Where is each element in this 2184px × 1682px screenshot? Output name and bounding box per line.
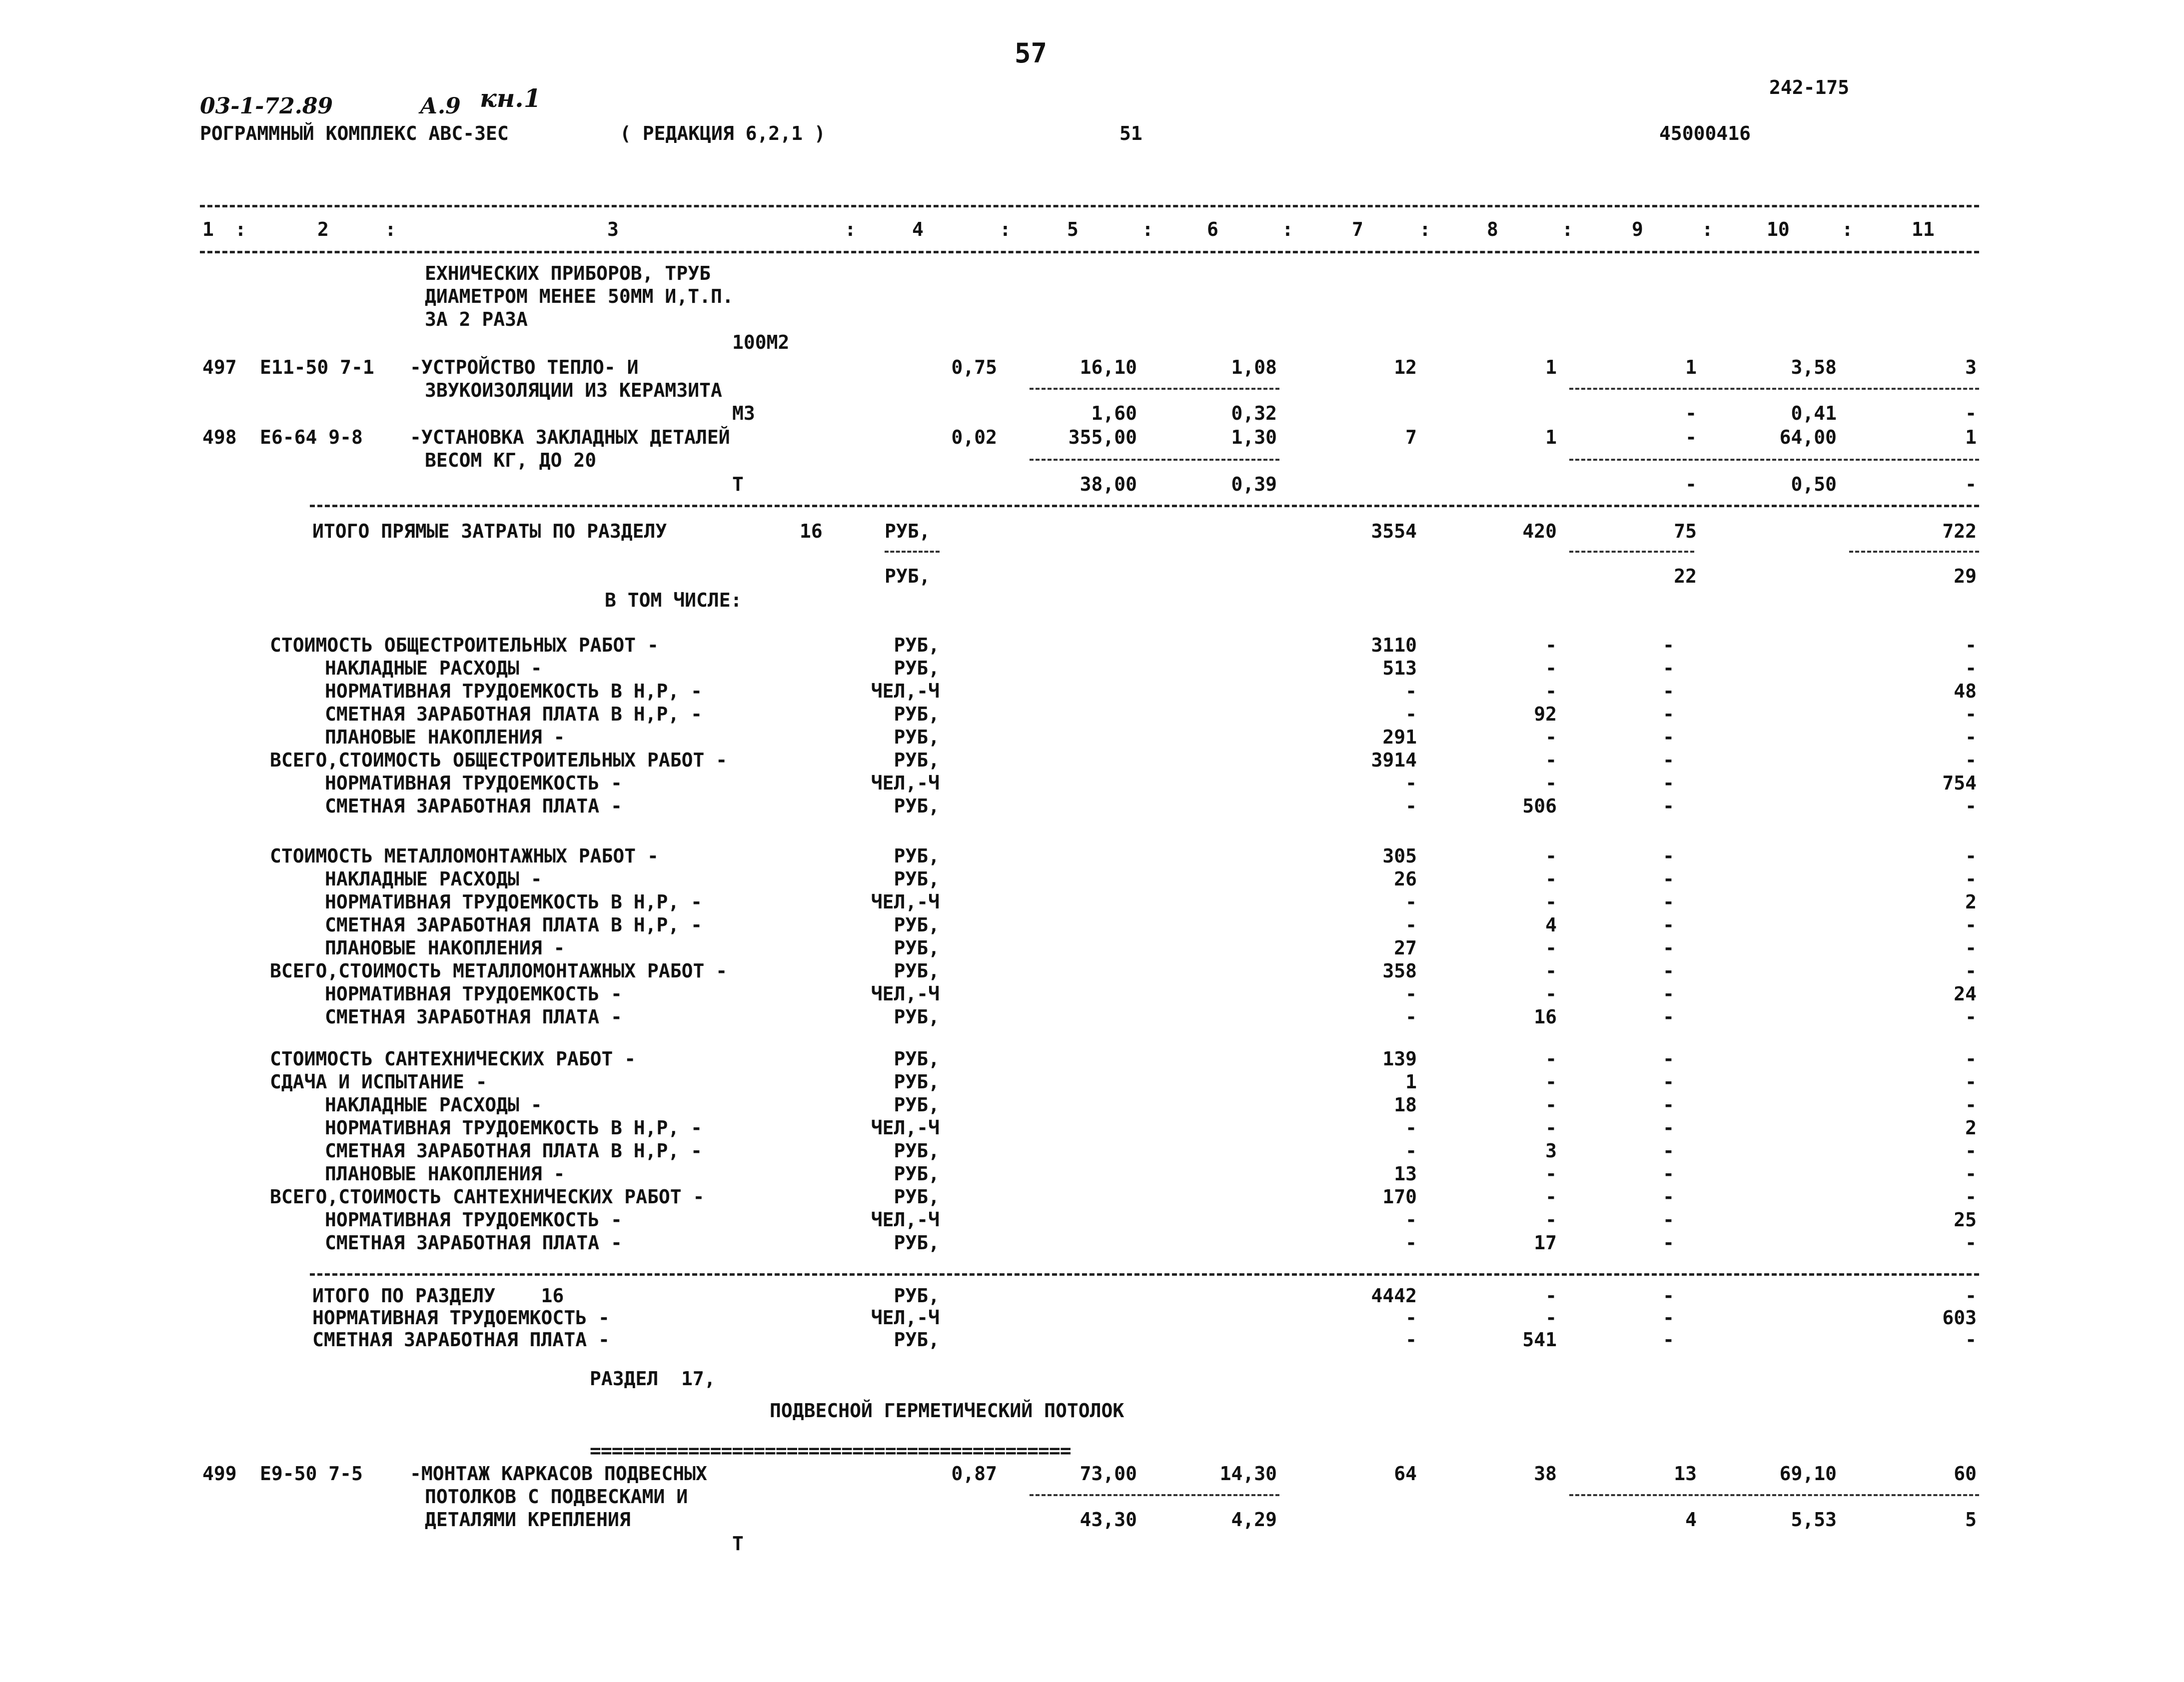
cell: 0,41 xyxy=(1791,402,1837,424)
cell: - xyxy=(1965,473,1977,495)
summary-unit: ЧЕЛ,-Ч xyxy=(871,983,940,1005)
summary-cell-7: 27 xyxy=(1394,937,1417,959)
row-name: ДЕТАЛЯМИ КРЕПЛЕНИЯ xyxy=(425,1509,631,1531)
summary-cell-8: - xyxy=(1545,726,1557,748)
summary-unit: РУБ, xyxy=(894,914,940,936)
summary-cell-7: - xyxy=(1405,1329,1417,1351)
summary-cell-9: - xyxy=(1663,1186,1674,1208)
summary-unit: ЧЕЛ,-Ч xyxy=(871,772,940,794)
project-number: 242-175 xyxy=(1769,76,1850,98)
summary-cell-9: - xyxy=(1663,937,1674,959)
section-number: 16 xyxy=(800,520,823,542)
cell: 420 xyxy=(1522,520,1557,542)
summary-cell-11: 24 xyxy=(1954,983,1977,1005)
summary-unit: РУБ, xyxy=(894,657,940,679)
cell: 3554 xyxy=(1371,520,1417,542)
summary-cell-7: 13 xyxy=(1394,1163,1417,1185)
summary-cell-8: - xyxy=(1545,1048,1557,1070)
cell: 22 xyxy=(1674,565,1697,587)
summary-label: НОРМАТИВНАЯ ТРУДОЕМКОСТЬ - xyxy=(312,1307,610,1329)
col-header: 10 xyxy=(1767,218,1790,240)
cell: 0,50 xyxy=(1791,473,1837,495)
summary-label: СМЕТНАЯ ЗАРАБОТНАЯ ПЛАТА - xyxy=(325,795,622,817)
continuation-unit: 100М2 xyxy=(732,331,790,353)
summary-cell-9: - xyxy=(1663,1140,1674,1162)
cell: 12 xyxy=(1394,356,1417,378)
summary-unit: ЧЕЛ,-Ч xyxy=(871,1117,940,1139)
summary-cell-7: - xyxy=(1405,680,1417,702)
summary-cell-7: - xyxy=(1405,983,1417,1005)
col-header: 3 xyxy=(607,218,619,240)
summary-cell-8: - xyxy=(1545,772,1557,794)
col-header: 2 xyxy=(317,218,329,240)
cell: 1,08 xyxy=(1231,356,1277,378)
row-code: Е6-64 9-8 xyxy=(260,426,363,448)
summary-unit: РУБ, xyxy=(894,1329,940,1351)
summary-cell-8: - xyxy=(1545,891,1557,913)
summary-cell-11: 2 xyxy=(1965,1117,1977,1139)
cell: 1,30 xyxy=(1231,426,1277,448)
cell: - xyxy=(1685,426,1697,448)
edition-label: ( РЕДАКЦИЯ 6,2,1 ) xyxy=(620,122,826,144)
summary-cell-11: - xyxy=(1965,1048,1977,1070)
cell: 0,02 xyxy=(951,426,997,448)
summary-cell-11: - xyxy=(1965,1163,1977,1185)
summary-label: НАКЛАДНЫЕ РАСХОДЫ - xyxy=(325,1094,542,1116)
summary-cell-11: 48 xyxy=(1954,680,1977,702)
cell: 1 xyxy=(1545,426,1557,448)
summary-cell-7: - xyxy=(1405,703,1417,725)
unit: РУБ, xyxy=(885,565,931,587)
col-header: 4 xyxy=(912,218,924,240)
summary-cell-8: 16 xyxy=(1534,1006,1557,1028)
summary-cell-11: - xyxy=(1965,1186,1977,1208)
summary-cell-8: 3 xyxy=(1545,1140,1557,1162)
summary-cell-11: - xyxy=(1965,1094,1977,1116)
summary-unit: РУБ, xyxy=(894,1048,940,1070)
summary-cell-9: - xyxy=(1663,983,1674,1005)
summary-cell-9: - xyxy=(1663,1071,1674,1093)
summary-unit: РУБ, xyxy=(894,703,940,725)
summary-label: ПЛАНОВЫЕ НАКОПЛЕНИЯ - xyxy=(325,937,565,959)
code-number: 45000416 xyxy=(1659,122,1751,144)
summary-cell-9: - xyxy=(1663,960,1674,982)
col-header: 8 xyxy=(1487,218,1498,240)
col-header: 6 xyxy=(1207,218,1218,240)
summary-cell-11: - xyxy=(1965,868,1977,890)
summary-label: НАКЛАДНЫЕ РАСХОДЫ - xyxy=(325,657,542,679)
section-rule xyxy=(310,505,1979,507)
sheet-number: 51 xyxy=(1119,122,1142,144)
table-header-rule xyxy=(200,251,1979,253)
summary-cell-9: - xyxy=(1663,795,1674,817)
cell: 64 xyxy=(1394,1463,1417,1485)
summary-label: СТОИМОСТЬ САНТЕХНИЧЕСКИХ РАБОТ - xyxy=(270,1048,636,1070)
summary-cell-9: - xyxy=(1663,726,1674,748)
summary-cell-9: - xyxy=(1663,845,1674,867)
row-name: -УСТРОЙСТВО ТЕПЛО- И xyxy=(410,356,639,378)
summary-unit: РУБ, xyxy=(894,1094,940,1116)
summary-cell-9: - xyxy=(1663,1329,1674,1351)
summary-cell-8: - xyxy=(1545,960,1557,982)
summary-cell-11: - xyxy=(1965,749,1977,771)
summary-cell-11: - xyxy=(1965,634,1977,656)
cell: 0,75 xyxy=(951,356,997,378)
cell: 7 xyxy=(1405,426,1417,448)
summary-cell-11: 25 xyxy=(1954,1209,1977,1231)
summary-cell-9: - xyxy=(1663,1209,1674,1231)
unit: РУБ, xyxy=(885,520,931,542)
summary-cell-9: - xyxy=(1663,657,1674,679)
summary-cell-9: - xyxy=(1663,749,1674,771)
summary-cell-8: - xyxy=(1545,1117,1557,1139)
summary-cell-11: - xyxy=(1965,1071,1977,1093)
row-code: Е11-50 7-1 xyxy=(260,356,374,378)
summary-cell-8: - xyxy=(1545,1163,1557,1185)
summary-label: ИТОГО ПО РАЗДЕЛУ 16 xyxy=(312,1285,564,1307)
summary-cell-9: - xyxy=(1663,1094,1674,1116)
book-label: кн.1 xyxy=(480,83,541,113)
row-unit: Т xyxy=(732,473,744,495)
summary-cell-11: - xyxy=(1965,914,1977,936)
row-name: ВЕСОМ КГ, ДО 20 xyxy=(425,449,597,471)
summary-cell-8: - xyxy=(1545,657,1557,679)
summary-cell-9: - xyxy=(1663,1285,1674,1307)
row-name: ЗВУКОИЗОЛЯЦИИ ИЗ КЕРАМЗИТА xyxy=(425,379,722,401)
summary-cell-8: - xyxy=(1545,983,1557,1005)
cell: 13 xyxy=(1674,1463,1697,1485)
col-header: 11 xyxy=(1912,218,1935,240)
cell: 0,87 xyxy=(951,1463,997,1485)
summary-cell-9: - xyxy=(1663,868,1674,890)
summary-cell-9: - xyxy=(1663,680,1674,702)
summary-cell-7: - xyxy=(1405,1006,1417,1028)
col-header: 7 xyxy=(1352,218,1363,240)
cell: 722 xyxy=(1942,520,1977,542)
summary-cell-9: - xyxy=(1663,891,1674,913)
album-label: А.9 xyxy=(420,93,461,119)
summary-cell-9: - xyxy=(1663,634,1674,656)
row-number: 499 xyxy=(202,1463,237,1485)
summary-unit: ЧЕЛ,-Ч xyxy=(871,1307,940,1329)
summary-cell-11: - xyxy=(1965,845,1977,867)
summary-label: ВСЕГО,СТОИМОСТЬ ОБЩЕСТРОИТЕЛЬНЫХ РАБОТ - xyxy=(270,749,728,771)
summary-cell-8: 17 xyxy=(1534,1232,1557,1254)
summary-unit: РУБ, xyxy=(894,960,940,982)
summary-label: НОРМАТИВНАЯ ТРУДОЕМКОСТЬ В Н,Р, - xyxy=(325,680,702,702)
summary-cell-8: - xyxy=(1545,1307,1557,1329)
summary-label: НОРМАТИВНАЯ ТРУДОЕМКОСТЬ - xyxy=(325,983,622,1005)
section-title-rule: ============================================ xyxy=(590,1440,1071,1462)
cell: - xyxy=(1685,473,1697,495)
summary-label: СМЕТНАЯ ЗАРАБОТНАЯ ПЛАТА В Н,Р, - xyxy=(325,703,702,725)
summary-unit: РУБ, xyxy=(894,795,940,817)
section-title: ПОДВЕСНОЙ ГЕРМЕТИЧЕСКИЙ ПОТОЛОК xyxy=(770,1400,1124,1422)
summary-label: ПЛАНОВЫЕ НАКОПЛЕНИЯ - xyxy=(325,726,565,748)
summary-cell-8: - xyxy=(1545,1209,1557,1231)
summary-label: ВСЕГО,СТОИМОСТЬ САНТЕХНИЧЕСКИХ РАБОТ - xyxy=(270,1186,705,1208)
summary-unit: РУБ, xyxy=(894,1006,940,1028)
summary-cell-8: 506 xyxy=(1522,795,1557,817)
summary-cell-7: - xyxy=(1405,891,1417,913)
cell: 29 xyxy=(1954,565,1977,587)
summary-cell-11: 603 xyxy=(1942,1307,1977,1329)
summary-cell-11: 754 xyxy=(1942,772,1977,794)
summary-unit: РУБ, xyxy=(894,845,940,867)
continuation-line: ЕХНИЧЕСКИХ ПРИБОРОВ, ТРУБ xyxy=(425,262,711,284)
summary-cell-8: 92 xyxy=(1534,703,1557,725)
continuation-line: ДИАМЕТРОМ МЕНЕЕ 50ММ И,Т.П. xyxy=(425,285,734,307)
cell: 69,10 xyxy=(1779,1463,1837,1485)
summary-cell-9: - xyxy=(1663,772,1674,794)
cell: 3 xyxy=(1965,356,1977,378)
summary-unit: РУБ, xyxy=(894,1071,940,1093)
summary-label: СМЕТНАЯ ЗАРАБОТНАЯ ПЛАТА В Н,Р, - xyxy=(325,1140,702,1162)
row-code: Е9-50 7-5 xyxy=(260,1463,363,1485)
summary-cell-9: - xyxy=(1663,1163,1674,1185)
cell: 75 xyxy=(1674,520,1697,542)
summary-unit: РУБ, xyxy=(894,634,940,656)
summary-cell-8: - xyxy=(1545,749,1557,771)
row-number: 498 xyxy=(202,426,237,448)
total-label: ИТОГО ПРЯМЫЕ ЗАТРАТЫ ПО РАЗДЕЛУ xyxy=(312,520,667,542)
summary-label: НОРМАТИВНАЯ ТРУДОЕМКОСТЬ - xyxy=(325,772,622,794)
doc-code: 03-1-72.89 xyxy=(200,93,333,119)
summary-cell-8: - xyxy=(1545,868,1557,890)
cell: 1 xyxy=(1965,426,1977,448)
summary-cell-9: - xyxy=(1663,703,1674,725)
cell: 5,53 xyxy=(1791,1509,1837,1531)
summary-unit: РУБ, xyxy=(894,937,940,959)
table-top-rule xyxy=(200,205,1979,207)
summary-cell-11: - xyxy=(1965,1329,1977,1351)
summary-cell-8: - xyxy=(1545,680,1557,702)
summary-cell-7: 3110 xyxy=(1371,634,1417,656)
summary-unit: ЧЕЛ,-Ч xyxy=(871,680,940,702)
row-name: -УСТАНОВКА ЗАКЛАДНЫХ ДЕТАЛЕЙ xyxy=(410,426,730,448)
cell: 5 xyxy=(1965,1509,1977,1531)
cell: 1 xyxy=(1685,356,1697,378)
cell: 43,30 xyxy=(1080,1509,1137,1531)
summary-cell-9: - xyxy=(1663,1117,1674,1139)
summary-unit: РУБ, xyxy=(894,749,940,771)
summary-cell-11: 2 xyxy=(1965,891,1977,913)
cell: 0,39 xyxy=(1231,473,1277,495)
summary-label: СТОИМОСТЬ МЕТАЛЛОМОНТАЖНЫХ РАБОТ - xyxy=(270,845,659,867)
summary-cell-7: - xyxy=(1405,795,1417,817)
summary-unit: РУБ, xyxy=(894,726,940,748)
summary-cell-7: - xyxy=(1405,1140,1417,1162)
summary-label: СМЕТНАЯ ЗАРАБОТНАЯ ПЛАТА - xyxy=(325,1006,622,1028)
summary-cell-9: - xyxy=(1663,1006,1674,1028)
summary-cell-7: - xyxy=(1405,914,1417,936)
cell: 355,00 xyxy=(1068,426,1137,448)
summary-unit: РУБ, xyxy=(894,1186,940,1208)
summary-cell-9: - xyxy=(1663,1048,1674,1070)
continuation-line: ЗА 2 РАЗА xyxy=(425,308,528,330)
summary-cell-8: - xyxy=(1545,937,1557,959)
summary-cell-7: 26 xyxy=(1394,868,1417,890)
summary-cell-8: 541 xyxy=(1522,1329,1557,1351)
summary-unit: ЧЕЛ,-Ч xyxy=(871,1209,940,1231)
row-unit: Т xyxy=(732,1533,744,1555)
cell: 16,10 xyxy=(1080,356,1137,378)
summary-label: СМЕТНАЯ ЗАРАБОТНАЯ ПЛАТА В Н,Р, - xyxy=(325,914,702,936)
row-unit: М3 xyxy=(732,402,755,424)
summary-cell-9: - xyxy=(1663,914,1674,936)
cell: 3,58 xyxy=(1791,356,1837,378)
summary-cell-7: 358 xyxy=(1382,960,1417,982)
summary-cell-7: 291 xyxy=(1382,726,1417,748)
section-label: РАЗДЕЛ 17, xyxy=(590,1368,716,1390)
cell: 4,29 xyxy=(1231,1509,1277,1531)
summary-unit: РУБ, xyxy=(894,1140,940,1162)
summary-label: ПЛАНОВЫЕ НАКОПЛЕНИЯ - xyxy=(325,1163,565,1185)
cell: - xyxy=(1685,402,1697,424)
cell: - xyxy=(1965,402,1977,424)
summary-cell-8: - xyxy=(1545,1071,1557,1093)
summary-cell-7: 4442 xyxy=(1371,1285,1417,1307)
summary-cell-11: - xyxy=(1965,657,1977,679)
summary-cell-8: - xyxy=(1545,1094,1557,1116)
summary-cell-9: - xyxy=(1663,1307,1674,1329)
summary-label: СМЕТНАЯ ЗАРАБОТНАЯ ПЛАТА - xyxy=(325,1232,622,1254)
summary-label: ВСЕГО,СТОИМОСТЬ МЕТАЛЛОМОНТАЖНЫХ РАБОТ - xyxy=(270,960,728,982)
summary-cell-7: - xyxy=(1405,1117,1417,1139)
summary-cell-7: - xyxy=(1405,772,1417,794)
summary-cell-7: 1 xyxy=(1405,1071,1417,1093)
summary-cell-11: - xyxy=(1965,703,1977,725)
col-header: 5 xyxy=(1067,218,1079,240)
col-header: 9 xyxy=(1632,218,1643,240)
summary-cell-11: - xyxy=(1965,1140,1977,1162)
summary-unit: РУБ, xyxy=(894,1163,940,1185)
summary-cell-11: - xyxy=(1965,1285,1977,1307)
cell: 73,00 xyxy=(1080,1463,1137,1485)
col-header: 1 xyxy=(202,218,214,240)
summary-cell-7: - xyxy=(1405,1232,1417,1254)
summary-label: СТОИМОСТЬ ОБЩЕСТРОИТЕЛЬНЫХ РАБОТ - xyxy=(270,634,659,656)
summary-cell-7: - xyxy=(1405,1209,1417,1231)
summary-unit: РУБ, xyxy=(894,868,940,890)
summary-cell-7: 513 xyxy=(1382,657,1417,679)
summary-label: СДАЧА И ИСПЫТАНИЕ - xyxy=(270,1071,487,1093)
summary-label: НОРМАТИВНАЯ ТРУДОЕМКОСТЬ - xyxy=(325,1209,622,1231)
summary-cell-8: - xyxy=(1545,1186,1557,1208)
cell: 60 xyxy=(1954,1463,1977,1485)
summary-cell-11: - xyxy=(1965,1006,1977,1028)
summary-label: НАКЛАДНЫЕ РАСХОДЫ - xyxy=(325,868,542,890)
summary-cell-7: 170 xyxy=(1382,1186,1417,1208)
cell: 1 xyxy=(1545,356,1557,378)
page-number: 57 xyxy=(1015,37,1048,69)
summary-cell-7: 18 xyxy=(1394,1094,1417,1116)
cell: 4 xyxy=(1685,1509,1697,1531)
summary-cell-8: - xyxy=(1545,845,1557,867)
summary-cell-7: 3914 xyxy=(1371,749,1417,771)
summary-cell-11: - xyxy=(1965,1232,1977,1254)
summary-cell-7: 139 xyxy=(1382,1048,1417,1070)
section-total-rule xyxy=(310,1273,1979,1276)
summary-cell-7: 305 xyxy=(1382,845,1417,867)
summary-cell-11: - xyxy=(1965,960,1977,982)
summary-cell-7: - xyxy=(1405,1307,1417,1329)
summary-cell-9: - xyxy=(1663,1232,1674,1254)
summary-label: НОРМАТИВНАЯ ТРУДОЕМКОСТЬ В Н,Р, - xyxy=(325,891,702,913)
summary-cell-8: 4 xyxy=(1545,914,1557,936)
summary-cell-8: - xyxy=(1545,634,1557,656)
row-number: 497 xyxy=(202,356,237,378)
summary-cell-8: - xyxy=(1545,1285,1557,1307)
summary-unit: РУБ, xyxy=(894,1232,940,1254)
program-line: РОГРАММНЫЙ КОМПЛЕКС АВС-ЗЕС xyxy=(200,122,509,144)
summary-label: НОРМАТИВНАЯ ТРУДОЕМКОСТЬ В Н,Р, - xyxy=(325,1117,702,1139)
summary-cell-11: - xyxy=(1965,937,1977,959)
summary-cell-11: - xyxy=(1965,795,1977,817)
including-label: В ТОМ ЧИСЛЕ: xyxy=(605,589,742,611)
cell: 1,60 xyxy=(1091,402,1137,424)
cell: 38 xyxy=(1534,1463,1557,1485)
row-name: ПОТОЛКОВ С ПОДВЕСКАМИ И xyxy=(425,1486,688,1508)
summary-cell-11: - xyxy=(1965,726,1977,748)
cell: 14,30 xyxy=(1219,1463,1277,1485)
summary-unit: ЧЕЛ,-Ч xyxy=(871,891,940,913)
summary-unit: РУБ, xyxy=(894,1285,940,1307)
cell: 0,32 xyxy=(1231,402,1277,424)
row-name: -МОНТАЖ КАРКАСОВ ПОДВЕСНЫХ xyxy=(410,1463,707,1485)
summary-label: СМЕТНАЯ ЗАРАБОТНАЯ ПЛАТА - xyxy=(312,1329,610,1351)
cell: 38,00 xyxy=(1080,473,1137,495)
cell: 64,00 xyxy=(1779,426,1837,448)
